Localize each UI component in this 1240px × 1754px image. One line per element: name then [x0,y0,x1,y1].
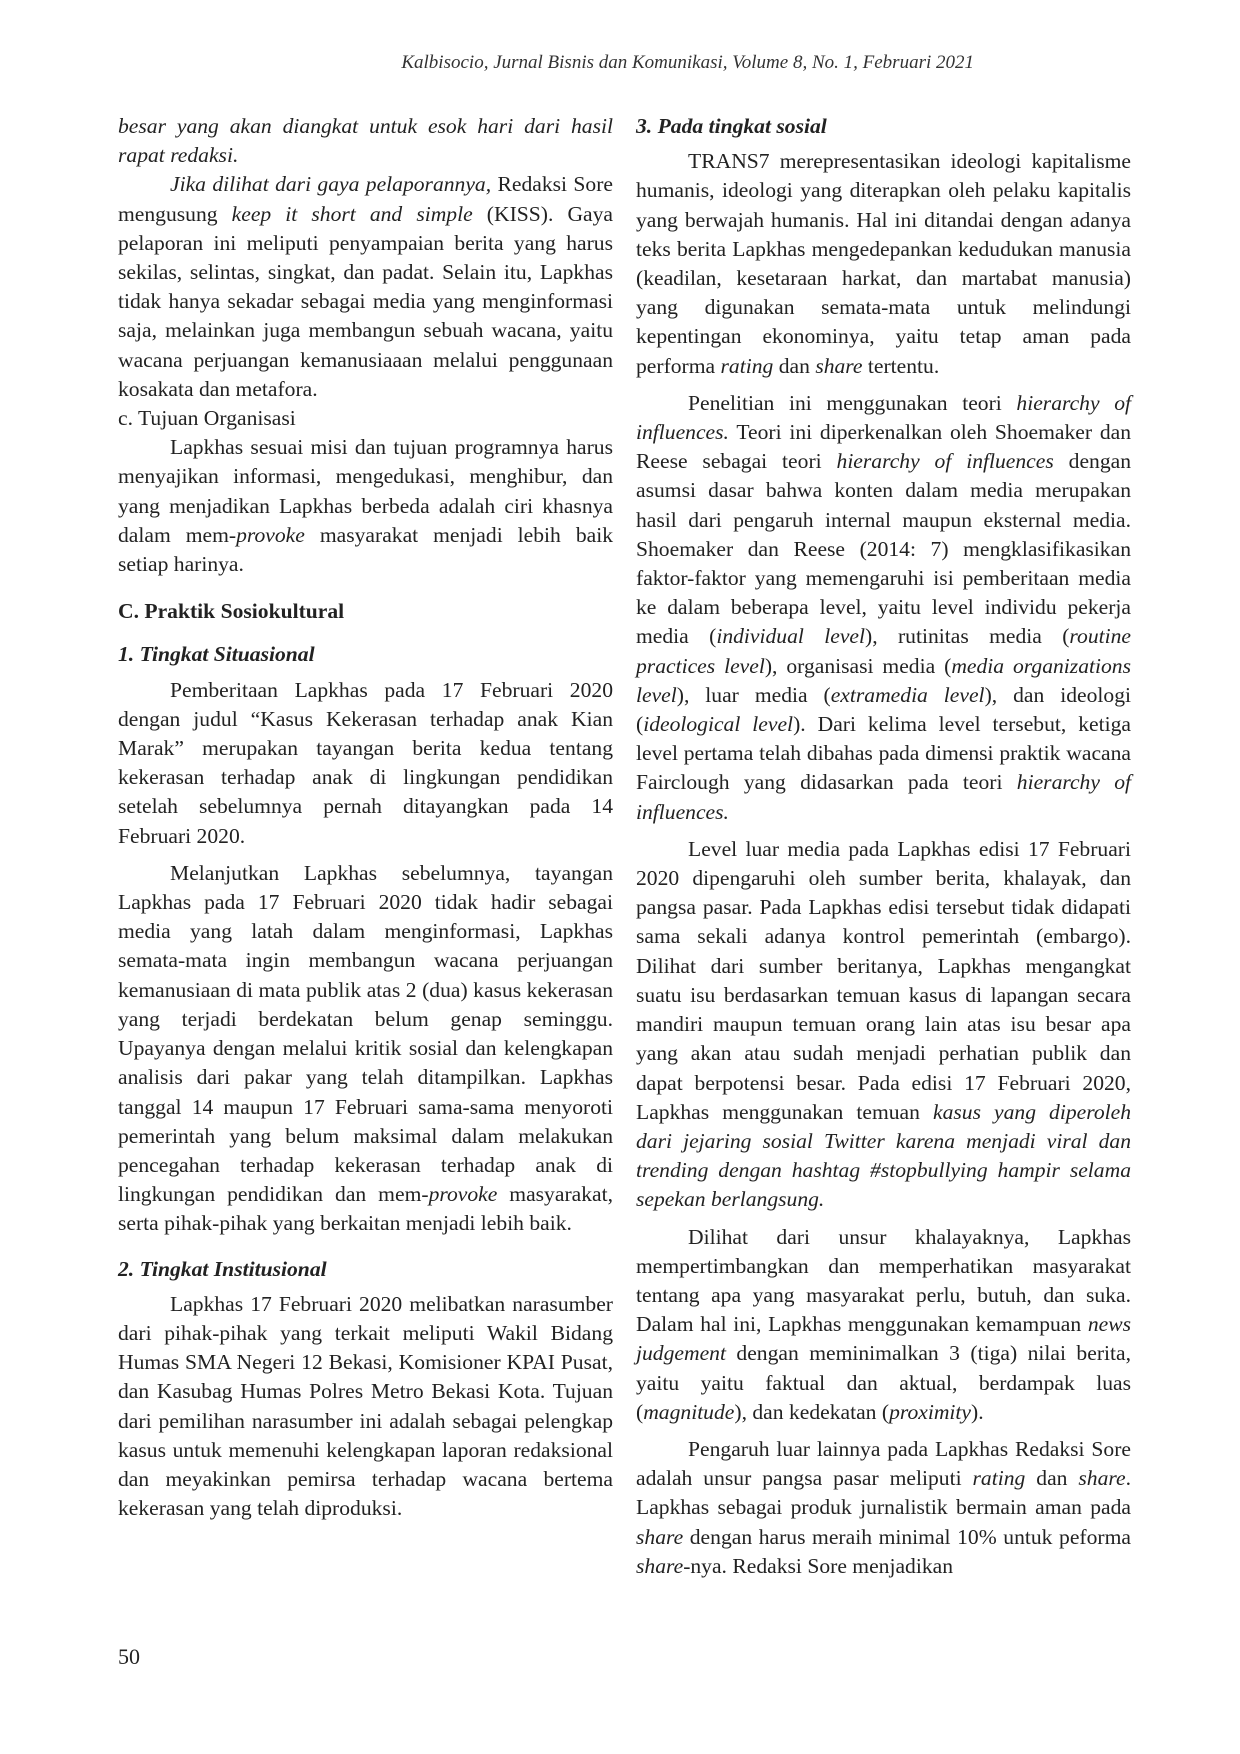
text-run: ), dan ideologi ( [636,682,1131,737]
text-run: proximity [889,1399,972,1424]
text-run: hierarchy of influences. [636,390,1131,445]
paragraph [118,859,613,1239]
text-run: dan [773,353,816,378]
text-run: -nya. Redaksi Sore menjadikan [683,1553,954,1578]
running-header: Kalbisocio, Jurnal Bisnis dan Komunikasi, Volume 8, No. 1, Februari 2021 [401,52,974,73]
paragraph: besar yang akan diangkat untuk esok hari dari hasil rapat redaksi. [118,114,613,168]
text-run: Lapkhas sesuai misi dan tujuan programnya harus menyajikan informasi, mengedukasi, menghibur, dan yang menjadikan Lapkhas berbeda adalah ciri khasnya dalam mem- [118,435,613,547]
text-run: dengan meminimalkan 3 (tiga) nilai berita, yaitu yaitu faktual dan aktual, berdampak luas ( [636,1341,1131,1424]
text-run: (KISS). Gaya pelaporan ini meliputi penyampaian berita yang harus sekilas, selintas, singkat, dan padat. Selain itu, Lapkhas tidak hanya sekadar sebagai media yang menginformasi saja, melainkan juga membangun sebuah wacana, yaitu wacana perjuangan kemanusiaaan melalui penggunaan kosakata dan metafora. [118,201,614,401]
text-run: masyarakat, serta pihak-pihak yang berkaitan menjadi lebih baik. [118,1182,613,1236]
text-run: tertentu. [862,353,940,378]
text-run: kasus yang diperoleh dari jejaring sosial Twitter karena menjadi viral dan trending dengan hashtag #stopbullying hampir selama sepekan berlangsung. [636,1099,1131,1212]
text-run: dan [1025,1466,1079,1491]
text-run: share [636,1524,684,1549]
paragraph: Lapkhas 17 Februari 2020 melibatkan narasumber dari pihak-pihak yang terkait meliputi Wakil Bidang Humas SMA Negeri 12 Bekasi, Komisioner KPAI Pusat, dan Kasubag Humas Polres Metro Bekasi Kota. Tujuan dari pemilihan narasumber ini adalah sebagai pelengkap kasus untuk memenuhi kelengkapan laporan redaksional dan meyakinkan pemirsa terhadap wacana bertema kekerasan yang telah diproduksi. [118,1291,613,1521]
text-run: keep it short and simple [231,201,473,226]
paragraph [118,170,613,404]
text-run: ), dan kedekatan ( [734,1399,890,1424]
paragraph [636,389,1131,827]
text-run: Redaksi Sore mengusung [118,172,613,226]
section-heading: C. Praktik Sosiokultural [118,599,345,624]
page-number: 50 [118,1644,140,1669]
paragraph [636,1223,1131,1427]
right-column [636,112,1131,1581]
text-run: Jika dilihat dari gaya pelaporannya, [170,172,492,197]
text-run: Teori ini diperkenalkan oleh Shoemaker dan Reese sebagai teori [636,420,1131,474]
text-run: provoke [428,1182,498,1207]
text-run: TRANS7 merepresentasikan ideologi kapitalisme humanis, ideologi yang diterapkan oleh pelaku kapitalis yang berwajah humanis. Hal ini ditandai dengan adanya teks berita Lapkhas mengedepankan kedudukan manusia (keadilan, kesetaraan harkat, dan martabat manusia) yang digunakan semata-mata untuk melindungi kepentingan ekonominya, yaitu tetap aman pada performa [636,149,1131,378]
text-run: ), luar media ( [676,682,831,707]
paragraph [118,433,613,579]
text-run: hierarchy of influences. [636,770,1132,824]
text-run: dengan asumsi dasar bahwa konten dalam media merupakan hasil dari pengaruh internal maupun eksternal media. Shoemaker dan Reese (2014: 7) mengklasifikasikan faktor-faktor yang memengaruhi isi pemberitaan media ke dalam beberapa level, yaitu level individu pekerja media ( [636,449,1131,649]
text-run: Melanjutkan Lapkhas sebelumnya, tayangan Lapkhas pada 17 Februari 2020 tidak hadir sebagai media yang latah dalam menginformasi, Lapkhas semata-mata ingin membangun wacana perjuangan kemanusiaan di mata publik atas 2 (dua) kasus kekerasan yang terjadi berdekatan belum genap seminggu. Upayanya dengan melalui kritik sosial dan kelengkapan analisis dari pakar yang telah ditampilkan. Lapkhas tanggal 14 maupun 17 Februari sama-sama menyoroti pemerintah yang belum maksimal dalam melakukan pencegahan terhadap kekerasan terhadap anak di lingkungan pendidikan dan mem- [118,860,613,1207]
text-run: ), organisasi media ( [764,653,952,678]
text-run: individual level [716,624,866,649]
text-run: Level luar media pada Lapkhas edisi 17 Februari 2020 dipengaruhi oleh sumber berita, khalayak, dan pangsa pasar. Pada Lapkhas edisi tersebut tidak didapati sama sekali adanya kontrol pemerintah (embargo). Dilihat dari sumber beritanya, Lapkhas mengangkat suatu isu berdasarkan temuan kasus di lapangan secara mandiri maupun temuan orang lain atas isu besar apa yang akan atau sudah menjadi perhatian publik dan dapat berpotensi besar. Pada edisi 17 Februari 2020, Lapkhas menggunakan temuan [636,836,1131,1124]
left-column [118,112,613,1523]
text-run: extramedia level [830,682,985,707]
text-run: ), rutinitas media ( [865,624,1070,649]
paragraph [636,147,1131,381]
subsection-heading: 1. Tingkat Situasional [118,642,315,667]
text-run: Penelitian ini menggunakan teori [688,390,1017,415]
text-run: rating [720,353,774,378]
text-run: Pengaruh luar lainnya pada Lapkhas Redaksi Sore adalah unsur pangsa pasar meliputi [636,1436,1131,1491]
text-run: routine practices level [636,624,1131,678]
paragraph [636,835,1131,1215]
subheading: c. Tujuan Organisasi [118,406,296,431]
text-run: dengan harus meraih minimal 10% untuk peforma [683,1524,1131,1549]
text-run: share [636,1553,684,1578]
text-run: masyarakat menjadi lebih baik setiap harinya. [118,522,613,577]
text-run: hierarchy of influences [836,449,1054,474]
subsection-heading: 3. Pada tingkat sosial [636,114,827,138]
text-run: share [1078,1466,1126,1491]
text-run: provoke [236,522,305,547]
paragraph [636,1435,1131,1581]
text-run: ideological level [643,712,794,737]
text-run: Dilihat dari unsur khalayaknya, Lapkhas mempertimbangkan dan memperhatikan masyarakat tentang apa yang masyarakat perlu, butuh, dan suka. Dalam hal ini, Lapkhas menggunakan kemampuan [636,1224,1131,1337]
text-run: ). Dari kelima level tersebut, ketiga level pertama telah dibahas pada dimensi praktik wacana Fairclough yang didasarkan pada teori [636,712,1131,795]
text-run: magnitude [643,1399,735,1424]
paragraph: Pemberitaan Lapkhas pada 17 Februari 2020 dengan judul “Kasus Kekerasan terhadap anak Kian Marak” merupakan tayangan berita kedua tentang kekerasan terhadap anak di lingkungan pendidikan setelah sebelumnya pernah ditayangkan pada 14 Februari 2020. [118,677,613,848]
text-run: media organizations level [636,653,1131,707]
text-run: rating [972,1466,1026,1491]
subsection-heading: 2. Tingkat Institusional [118,1256,327,1281]
text-run: . Lapkhas sebagai produk jurnalistik bermain aman pada [636,1466,1131,1520]
text-run: ). [971,1399,984,1424]
text-run: news judgement [636,1312,1131,1366]
text-run: share [815,353,863,378]
